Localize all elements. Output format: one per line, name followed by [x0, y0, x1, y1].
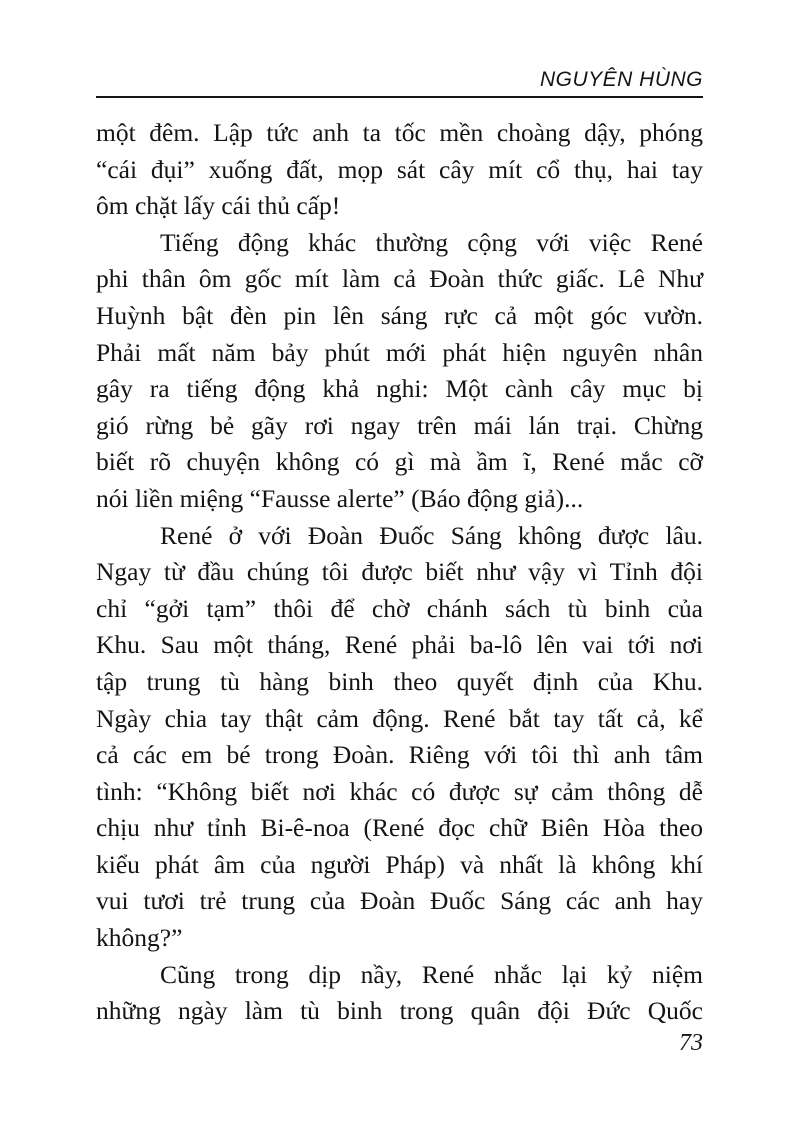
text-line: Ngày chia tay thật cảm động. René bắt tay tất cả, kể — [96, 703, 703, 733]
text-line: chỉ “gởi tạm” thôi để chờ chánh sách tù binh của — [96, 593, 703, 623]
text-line: tập trung tù hàng binh theo quyết định của Khu. — [96, 666, 703, 696]
text-line: chịu như tỉnh Bi-ê-noa (René đọc chữ Biên Hòa theo — [96, 813, 703, 843]
body-text — [96, 115, 703, 1030]
text-line: nói liền miệng “Fausse alerte” (Báo động giả)... — [96, 483, 584, 513]
text-line: biết rõ chuyện không có gì mà ầm ĩ, René mắc cỡ — [96, 447, 703, 477]
text-line: cả các em bé trong Đoàn. Riêng với tôi thì anh tâm — [96, 740, 703, 770]
text-line: kiểu phát âm của người Pháp) và nhất là không khí — [96, 849, 703, 879]
text-line: Phải mất năm bảy phút mới phát hiện nguyên nhân — [96, 337, 703, 367]
text-line: ôm chặt lấy cái thủ cấp! — [96, 191, 341, 221]
header-rule — [96, 96, 703, 98]
text-line: không?” — [96, 923, 183, 953]
text-line: Ngay từ đầu chúng tôi được biết như vậy vì Tỉnh đội — [96, 557, 703, 587]
text-line: Khu. Sau một tháng, René phải ba-lô lên vai tới nơi — [96, 630, 703, 660]
text-line: gió rừng bẻ gãy rơi ngay trên mái lán trại. Chừng — [96, 410, 703, 440]
text-line: Huỳnh bật đèn pin lên sáng rực cả một góc vườn. — [96, 300, 703, 330]
text-line: những ngày làm tù binh trong quân đội Đức Quốc — [96, 996, 703, 1026]
text-line: Tiếng động khác thường cộng với việc René — [160, 227, 703, 257]
running-header: NGUYÊN HÙNG — [539, 68, 703, 91]
text-line: tình: “Không biết nơi khác có được sự cảm thông dễ — [96, 776, 703, 806]
text-line: Cũng trong dịp nầy, René nhắc lại kỷ niệm — [160, 959, 703, 989]
text-line: René ở với Đoàn Đuốc Sáng không được lâu. — [160, 520, 703, 550]
text-line: phi thân ôm gốc mít làm cả Đoàn thức giấc. Lê Như — [96, 264, 703, 294]
text-line: vui tươi trẻ trung của Đoàn Đuốc Sáng các anh hay — [96, 886, 703, 916]
page-number: 73 — [679, 1030, 703, 1056]
text-line: “cái đụi” xuống đất, mọp sát cây mít cổ thụ, hai tay — [96, 154, 703, 184]
text-line: gây ra tiếng động khả nghi: Một cành cây mục bị — [96, 374, 703, 404]
text-line: một đêm. Lập tức anh ta tốc mền choàng dậy, phóng — [96, 118, 703, 147]
